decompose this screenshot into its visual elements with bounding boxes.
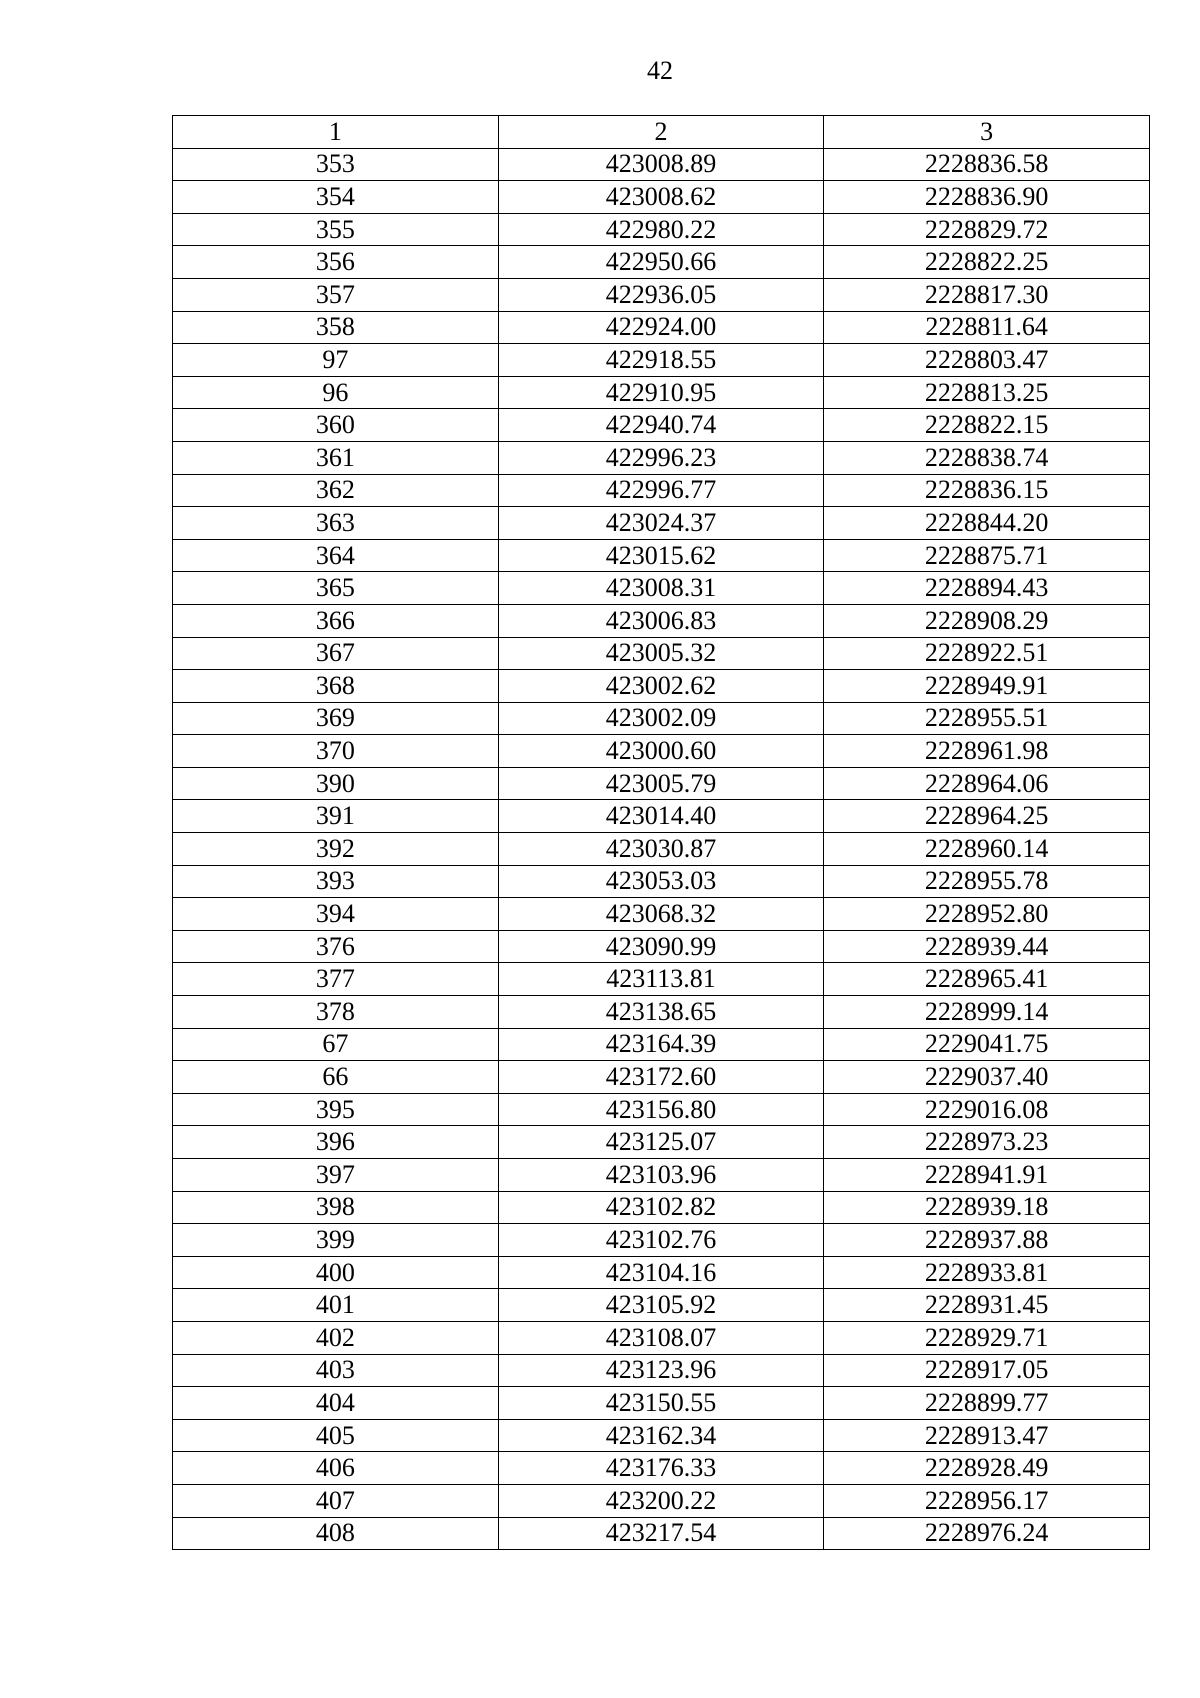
- table-row: [173, 1452, 1150, 1485]
- point-number-cell: 403: [173, 1354, 499, 1387]
- point-number-cell: 361: [173, 441, 499, 474]
- x-coordinate-cell: 423005.79: [498, 767, 824, 800]
- x-coordinate-cell: 422940.74: [498, 409, 824, 442]
- x-coordinate-cell: 422980.22: [498, 213, 824, 246]
- table-row: [173, 213, 1150, 246]
- point-number-cell: 67: [173, 1028, 499, 1061]
- point-number-cell: 395: [173, 1093, 499, 1126]
- x-coordinate-cell: 423125.07: [498, 1126, 824, 1159]
- x-coordinate-cell: 423172.60: [498, 1061, 824, 1094]
- y-coordinate-cell: 2228937.88: [824, 1224, 1150, 1257]
- y-coordinate-cell: 2228803.47: [824, 344, 1150, 377]
- point-number-cell: 370: [173, 735, 499, 768]
- y-coordinate-cell: 2228939.18: [824, 1191, 1150, 1224]
- table-row: [173, 800, 1150, 833]
- point-number-cell: 367: [173, 637, 499, 670]
- x-coordinate-cell: 423103.96: [498, 1159, 824, 1192]
- point-number-cell: 396: [173, 1126, 499, 1159]
- table-row: [173, 996, 1150, 1029]
- x-coordinate-cell: 423000.60: [498, 735, 824, 768]
- y-coordinate-cell: 2228875.71: [824, 539, 1150, 572]
- y-coordinate-cell: 2229016.08: [824, 1093, 1150, 1126]
- x-coordinate-cell: 423030.87: [498, 833, 824, 866]
- point-number-cell: 366: [173, 604, 499, 637]
- table-row: [173, 311, 1150, 344]
- x-coordinate-cell: 423108.07: [498, 1321, 824, 1354]
- point-number-cell: 397: [173, 1159, 499, 1192]
- table-row: [173, 1256, 1150, 1289]
- coordinates-table: [172, 115, 1150, 1550]
- table-row: [173, 1484, 1150, 1517]
- point-number-cell: 400: [173, 1256, 499, 1289]
- table-row: [173, 637, 1150, 670]
- table-row: [173, 539, 1150, 572]
- point-number-cell: 391: [173, 800, 499, 833]
- x-coordinate-cell: 423200.22: [498, 1484, 824, 1517]
- x-coordinate-cell: 423008.31: [498, 572, 824, 605]
- table-row: [173, 507, 1150, 540]
- x-coordinate-cell: 423002.62: [498, 670, 824, 703]
- x-coordinate-cell: 423008.89: [498, 148, 824, 181]
- x-coordinate-cell: 423113.81: [498, 963, 824, 996]
- x-coordinate-cell: 423176.33: [498, 1452, 824, 1485]
- x-coordinate-cell: 423156.80: [498, 1093, 824, 1126]
- table-row: [173, 246, 1150, 279]
- x-coordinate-cell: 422996.77: [498, 474, 824, 507]
- x-coordinate-cell: 423162.34: [498, 1419, 824, 1452]
- x-coordinate-cell: 423102.82: [498, 1191, 824, 1224]
- table-row: [173, 898, 1150, 931]
- x-coordinate-cell: 423024.37: [498, 507, 824, 540]
- point-number-cell: 362: [173, 474, 499, 507]
- y-coordinate-cell: 2228838.74: [824, 441, 1150, 474]
- y-coordinate-cell: 2228844.20: [824, 507, 1150, 540]
- y-coordinate-cell: 2228939.44: [824, 930, 1150, 963]
- point-number-cell: 392: [173, 833, 499, 866]
- x-coordinate-cell: 423217.54: [498, 1517, 824, 1550]
- point-number-cell: 363: [173, 507, 499, 540]
- point-number-cell: 399: [173, 1224, 499, 1257]
- point-number-cell: 402: [173, 1321, 499, 1354]
- x-coordinate-cell: 423090.99: [498, 930, 824, 963]
- x-coordinate-cell: 423104.16: [498, 1256, 824, 1289]
- y-coordinate-cell: 2228955.51: [824, 702, 1150, 735]
- table-body: [173, 116, 1150, 1550]
- table-row: [173, 474, 1150, 507]
- y-coordinate-cell: 2228976.24: [824, 1517, 1150, 1550]
- table-row: [173, 735, 1150, 768]
- y-coordinate-cell: 2228894.43: [824, 572, 1150, 605]
- point-number-cell: 365: [173, 572, 499, 605]
- point-number-cell: 356: [173, 246, 499, 279]
- point-number-cell: 405: [173, 1419, 499, 1452]
- point-number-cell: 97: [173, 344, 499, 377]
- table-row: [173, 1387, 1150, 1420]
- point-number-cell: 401: [173, 1289, 499, 1322]
- point-number-cell: 355: [173, 213, 499, 246]
- x-coordinate-cell: 423105.92: [498, 1289, 824, 1322]
- y-coordinate-cell: 2228955.78: [824, 865, 1150, 898]
- table-row: [173, 1419, 1150, 1452]
- y-coordinate-cell: 2228822.15: [824, 409, 1150, 442]
- y-coordinate-cell: 2228917.05: [824, 1354, 1150, 1387]
- point-number-cell: 406: [173, 1452, 499, 1485]
- x-coordinate-cell: 423068.32: [498, 898, 824, 931]
- y-coordinate-cell: 2228836.15: [824, 474, 1150, 507]
- table-row: [173, 278, 1150, 311]
- table-row: [173, 604, 1150, 637]
- table-row: [173, 1126, 1150, 1159]
- y-coordinate-cell: 2228929.71: [824, 1321, 1150, 1354]
- point-number-cell: 369: [173, 702, 499, 735]
- point-number-cell: 364: [173, 539, 499, 572]
- y-coordinate-cell: 2228922.51: [824, 637, 1150, 670]
- point-number-cell: 96: [173, 376, 499, 409]
- table-row: [173, 181, 1150, 214]
- x-coordinate-cell: 423053.03: [498, 865, 824, 898]
- y-coordinate-cell: 2228817.30: [824, 278, 1150, 311]
- y-coordinate-cell: 2228813.25: [824, 376, 1150, 409]
- y-coordinate-cell: 2228961.98: [824, 735, 1150, 768]
- point-number-cell: 407: [173, 1484, 499, 1517]
- x-coordinate-cell: 423002.09: [498, 702, 824, 735]
- y-coordinate-cell: 2228928.49: [824, 1452, 1150, 1485]
- table-row: [173, 1517, 1150, 1550]
- table-row: [173, 930, 1150, 963]
- y-coordinate-cell: 2228822.25: [824, 246, 1150, 279]
- y-coordinate-cell: 2229037.40: [824, 1061, 1150, 1094]
- point-number-cell: 376: [173, 930, 499, 963]
- x-coordinate-cell: 423123.96: [498, 1354, 824, 1387]
- y-coordinate-cell: 2228964.06: [824, 767, 1150, 800]
- page-number: 42: [647, 56, 673, 85]
- header-cell-y-coordinate: 3: [824, 116, 1150, 149]
- table-row: [173, 1159, 1150, 1192]
- y-coordinate-cell: 2228811.64: [824, 311, 1150, 344]
- table-row: [173, 865, 1150, 898]
- y-coordinate-cell: 2228836.90: [824, 181, 1150, 214]
- point-number-cell: 408: [173, 1517, 499, 1550]
- x-coordinate-cell: 422996.23: [498, 441, 824, 474]
- header-cell-point-number: 1: [173, 116, 499, 149]
- y-coordinate-cell: 2228964.25: [824, 800, 1150, 833]
- table-row: [173, 670, 1150, 703]
- table-row: [173, 1093, 1150, 1126]
- y-coordinate-cell: 2228899.77: [824, 1387, 1150, 1420]
- x-coordinate-cell: 422950.66: [498, 246, 824, 279]
- table-row: [173, 963, 1150, 996]
- point-number-cell: 404: [173, 1387, 499, 1420]
- y-coordinate-cell: 2228960.14: [824, 833, 1150, 866]
- y-coordinate-cell: 2228973.23: [824, 1126, 1150, 1159]
- point-number-cell: 368: [173, 670, 499, 703]
- y-coordinate-cell: 2228949.91: [824, 670, 1150, 703]
- table-row: [173, 441, 1150, 474]
- table-row: [173, 833, 1150, 866]
- table-row: [173, 702, 1150, 735]
- x-coordinate-cell: 423014.40: [498, 800, 824, 833]
- table-row: [173, 1191, 1150, 1224]
- x-coordinate-cell: 423006.83: [498, 604, 824, 637]
- table-row: [173, 1289, 1150, 1322]
- table-row: [173, 1224, 1150, 1257]
- table-row: [173, 1028, 1150, 1061]
- point-number-cell: 354: [173, 181, 499, 214]
- point-number-cell: 398: [173, 1191, 499, 1224]
- x-coordinate-cell: 423138.65: [498, 996, 824, 1029]
- x-coordinate-cell: 423150.55: [498, 1387, 824, 1420]
- x-coordinate-cell: 422924.00: [498, 311, 824, 344]
- table-header-row: [173, 116, 1150, 149]
- x-coordinate-cell: 423102.76: [498, 1224, 824, 1257]
- point-number-cell: 378: [173, 996, 499, 1029]
- y-coordinate-cell: 2228913.47: [824, 1419, 1150, 1452]
- header-cell-x-coordinate: 2: [498, 116, 824, 149]
- point-number-cell: 377: [173, 963, 499, 996]
- table-row: [173, 1061, 1150, 1094]
- point-number-cell: 357: [173, 278, 499, 311]
- table-row: [173, 767, 1150, 800]
- point-number-cell: 394: [173, 898, 499, 931]
- point-number-cell: 360: [173, 409, 499, 442]
- y-coordinate-cell: 2228931.45: [824, 1289, 1150, 1322]
- table-row: [173, 344, 1150, 377]
- x-coordinate-cell: 423008.62: [498, 181, 824, 214]
- x-coordinate-cell: 422936.05: [498, 278, 824, 311]
- table-row: [173, 1354, 1150, 1387]
- y-coordinate-cell: 2228908.29: [824, 604, 1150, 637]
- x-coordinate-cell: 422910.95: [498, 376, 824, 409]
- table-row: [173, 1321, 1150, 1354]
- y-coordinate-cell: 2228965.41: [824, 963, 1150, 996]
- x-coordinate-cell: 422918.55: [498, 344, 824, 377]
- point-number-cell: 393: [173, 865, 499, 898]
- table-row: [173, 572, 1150, 605]
- table-row: [173, 409, 1150, 442]
- point-number-cell: 390: [173, 767, 499, 800]
- y-coordinate-cell: 2228952.80: [824, 898, 1150, 931]
- x-coordinate-cell: 423164.39: [498, 1028, 824, 1061]
- point-number-cell: 353: [173, 148, 499, 181]
- x-coordinate-cell: 423005.32: [498, 637, 824, 670]
- y-coordinate-cell: 2228999.14: [824, 996, 1150, 1029]
- y-coordinate-cell: 2228933.81: [824, 1256, 1150, 1289]
- point-number-cell: 358: [173, 311, 499, 344]
- point-number-cell: 66: [173, 1061, 499, 1094]
- y-coordinate-cell: 2228956.17: [824, 1484, 1150, 1517]
- x-coordinate-cell: 423015.62: [498, 539, 824, 572]
- y-coordinate-cell: 2229041.75: [824, 1028, 1150, 1061]
- y-coordinate-cell: 2228941.91: [824, 1159, 1150, 1192]
- y-coordinate-cell: 2228836.58: [824, 148, 1150, 181]
- table-row: [173, 376, 1150, 409]
- y-coordinate-cell: 2228829.72: [824, 213, 1150, 246]
- table-row: [173, 148, 1150, 181]
